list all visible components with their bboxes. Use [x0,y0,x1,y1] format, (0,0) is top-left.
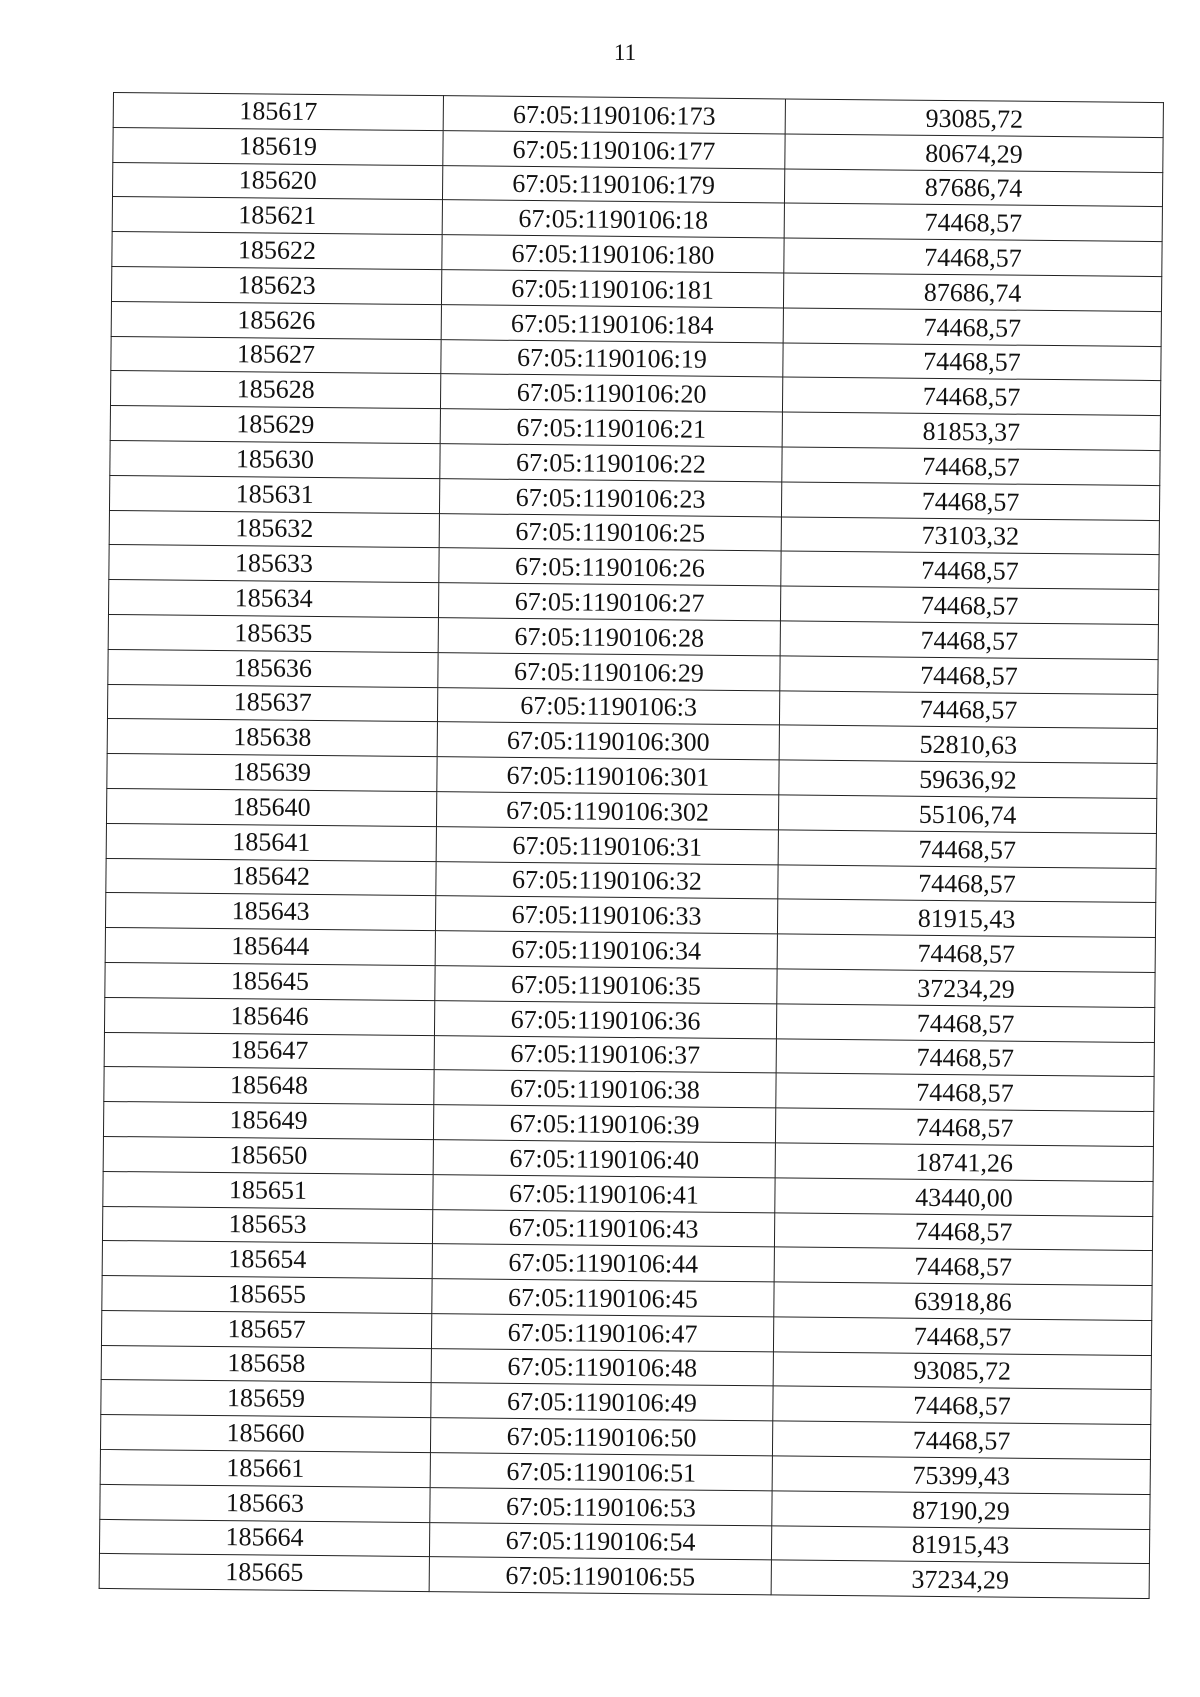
registry-number-cell: 185632 [109,510,439,548]
cadastral-number-cell: 67:05:1190106:45 [432,1279,774,1317]
value-cell: 59636,92 [779,760,1157,798]
value-cell: 74468,57 [783,343,1161,381]
registry-number-cell: 185655 [102,1276,432,1314]
cadastral-number-cell: 67:05:1190106:25 [439,513,781,551]
page-number: 11 [613,40,637,65]
registry-number-cell: 185642 [106,858,436,896]
cadastral-number-cell: 67:05:1190106:302 [436,792,778,830]
registry-number-cell: 185644 [105,928,435,966]
value-cell: 18741,26 [775,1143,1153,1181]
cadastral-number-cell: 67:05:1190106:181 [441,270,783,308]
value-cell: 74468,57 [772,1421,1150,1459]
value-cell: 81853,37 [782,412,1160,450]
registry-number-cell: 185648 [104,1067,434,1105]
registry-number-cell: 185663 [100,1484,430,1522]
cadastral-number-cell: 67:05:1190106:19 [441,339,783,377]
value-cell: 74468,57 [776,1038,1154,1076]
cadastral-number-cell: 67:05:1190106:173 [443,96,785,134]
data-table [99,92,1164,1599]
registry-number-cell: 185635 [108,614,438,652]
registry-number-cell: 185636 [108,649,438,687]
registry-number-cell: 185651 [103,1171,433,1209]
cadastral-number-cell: 67:05:1190106:27 [438,583,780,621]
cadastral-number-cell: 67:05:1190106:38 [434,1070,776,1108]
registry-number-cell: 185664 [99,1519,429,1557]
cadastral-number-cell: 67:05:1190106:39 [433,1105,775,1143]
value-cell: 74468,57 [781,482,1159,520]
value-cell: 93085,72 [785,99,1163,137]
registry-number-cell: 185628 [110,371,440,409]
cadastral-number-cell: 67:05:1190106:28 [438,618,780,656]
value-cell: 74468,57 [776,1073,1154,1111]
value-cell: 74468,57 [776,1004,1154,1042]
registry-number-cell: 185657 [101,1310,431,1348]
cadastral-number-cell: 67:05:1190106:32 [436,861,778,899]
cadastral-number-cell: 67:05:1190106:50 [430,1418,772,1456]
registry-number-cell: 185646 [104,997,434,1035]
cadastral-number-cell: 67:05:1190106:55 [429,1557,771,1595]
cadastral-number-cell: 67:05:1190106:48 [431,1348,773,1386]
registry-number-cell: 185620 [112,162,442,200]
cadastral-number-cell: 67:05:1190106:23 [439,478,781,516]
value-cell: 81915,43 [771,1526,1149,1564]
cadastral-number-cell: 67:05:1190106:53 [430,1487,772,1525]
value-cell: 55106,74 [778,795,1156,833]
cadastral-number-cell: 67:05:1190106:36 [434,1000,776,1038]
registry-number-cell: 185641 [106,823,436,861]
cadastral-number-cell: 67:05:1190106:20 [440,374,782,412]
cadastral-number-cell: 67:05:1190106:184 [441,304,783,342]
registry-number-cell: 185633 [109,545,439,583]
cadastral-number-cell: 67:05:1190106:37 [434,1035,776,1073]
registry-number-cell: 185639 [107,754,437,792]
cadastral-number-cell: 67:05:1190106:47 [431,1314,773,1352]
registry-number-cell: 185653 [102,1206,432,1244]
value-cell: 75399,43 [772,1456,1150,1494]
value-cell: 80674,29 [785,134,1163,172]
value-cell: 74468,57 [774,1247,1152,1285]
value-cell: 74468,57 [781,551,1159,589]
value-cell: 74468,57 [784,238,1162,276]
registry-number-cell: 185640 [106,788,436,826]
cadastral-number-cell: 67:05:1190106:18 [442,200,784,238]
registry-number-cell: 185631 [109,475,439,513]
value-cell: 87190,29 [772,1491,1150,1529]
value-cell: 74468,57 [780,656,1158,694]
value-cell: 74468,57 [784,203,1162,241]
cadastral-number-cell: 67:05:1190106:33 [435,896,777,934]
registry-number-cell: 185647 [104,1032,434,1070]
registry-number-cell: 185660 [100,1415,430,1453]
cadastral-number-cell: 67:05:1190106:179 [442,165,784,203]
cadastral-number-cell: 67:05:1190106:29 [438,652,780,690]
registry-number-cell: 185634 [108,580,438,618]
registry-number-cell: 185622 [112,232,442,270]
value-cell: 87686,74 [783,273,1161,311]
value-cell: 74468,57 [777,934,1155,972]
value-cell: 74468,57 [780,586,1158,624]
cadastral-number-cell: 67:05:1190106:41 [433,1174,775,1212]
registry-number-cell: 185630 [110,440,440,478]
cadastral-number-cell: 67:05:1190106:21 [440,409,782,447]
cadastral-number-cell: 67:05:1190106:3 [437,687,779,725]
cadastral-number-cell: 67:05:1190106:51 [430,1453,772,1491]
registry-number-cell: 185638 [107,719,437,757]
value-cell: 52810,63 [779,725,1157,763]
registry-number-cell: 185658 [101,1345,431,1383]
value-cell: 74468,57 [783,308,1161,346]
cadastral-number-cell: 67:05:1190106:26 [439,548,781,586]
value-cell: 93085,72 [773,1352,1151,1390]
registry-number-cell: 185654 [102,1241,432,1279]
table-body [99,93,1163,1599]
value-cell: 87686,74 [784,169,1162,207]
cadastral-number-cell: 67:05:1190106:22 [440,444,782,482]
value-cell: 43440,00 [775,1178,1153,1216]
value-cell: 74468,57 [775,1108,1153,1146]
registry-number-cell: 185623 [111,266,441,304]
value-cell: 74468,57 [780,621,1158,659]
value-cell: 74468,57 [774,1212,1152,1250]
cadastral-number-cell: 67:05:1190106:34 [435,931,777,969]
cadastral-number-cell: 67:05:1190106:177 [443,130,785,168]
value-cell: 37234,29 [771,1560,1149,1598]
registry-number-cell: 185617 [113,93,443,131]
registry-number-cell: 185661 [100,1450,430,1488]
cadastral-number-cell: 67:05:1190106:301 [437,757,779,795]
registry-number-cell: 185645 [105,962,435,1000]
registry-number-cell: 185621 [112,197,442,235]
value-cell: 74468,57 [773,1386,1151,1424]
registry-number-cell: 185665 [99,1554,429,1592]
value-cell: 81915,43 [777,899,1155,937]
cadastral-number-cell: 67:05:1190106:31 [436,826,778,864]
registry-number-cell: 185659 [101,1380,431,1418]
value-cell: 74468,57 [778,864,1156,902]
value-cell: 74468,57 [778,830,1156,868]
registry-number-cell: 185643 [105,893,435,931]
cadastral-number-cell: 67:05:1190106:49 [431,1383,773,1421]
table-wrapper [99,92,1163,1599]
registry-number-cell: 185619 [113,127,443,165]
value-cell: 74468,57 [779,690,1157,728]
value-cell: 74468,57 [782,447,1160,485]
registry-number-cell: 185629 [110,406,440,444]
value-cell: 74468,57 [773,1317,1151,1355]
cadastral-number-cell: 67:05:1190106:180 [442,235,784,273]
registry-number-cell: 185637 [107,684,437,722]
cadastral-number-cell: 67:05:1190106:40 [433,1140,775,1178]
value-cell: 37234,29 [777,969,1155,1007]
registry-number-cell: 185626 [111,301,441,339]
cadastral-number-cell: 67:05:1190106:44 [432,1244,774,1282]
value-cell: 74468,57 [782,377,1160,415]
registry-number-cell: 185650 [103,1136,433,1174]
cadastral-number-cell: 67:05:1190106:35 [435,966,777,1004]
registry-number-cell: 185649 [103,1102,433,1140]
cadastral-number-cell: 67:05:1190106:54 [429,1522,771,1560]
cadastral-number-cell: 67:05:1190106:300 [437,722,779,760]
value-cell: 73103,32 [781,516,1159,554]
value-cell: 63918,86 [774,1282,1152,1320]
cadastral-number-cell: 67:05:1190106:43 [432,1209,774,1247]
registry-number-cell: 185627 [111,336,441,374]
